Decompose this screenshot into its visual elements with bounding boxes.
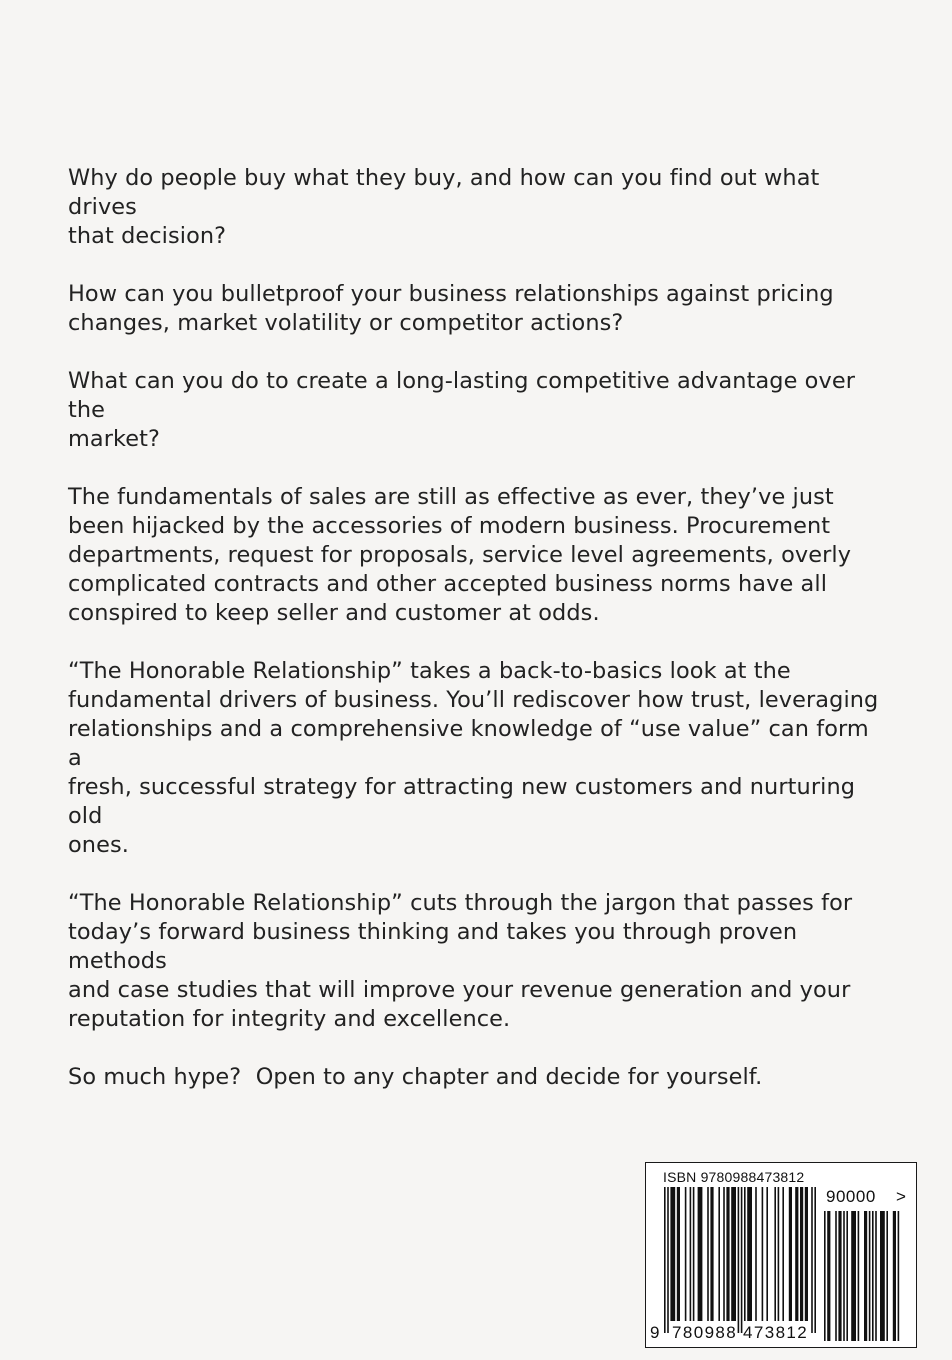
- barcode-guard-bar: [811, 1187, 813, 1333]
- barcode-bar: [723, 1187, 725, 1321]
- barcode-bar: [710, 1187, 713, 1321]
- barcode-bar: [766, 1187, 768, 1321]
- blurb-paragraph-6: “The Honorable Relationship” cuts through the jargon that passes for today’s forward business thinking and takes you through proven methods and case studies that will improve your revenue generation and your reputation for integrity and excellence.: [68, 890, 853, 1032]
- addon-bar: [864, 1211, 867, 1341]
- addon-guard-bar: [824, 1211, 826, 1341]
- barcode-bar: [762, 1187, 764, 1321]
- barcode-bar: [707, 1187, 709, 1321]
- price-code: 90000: [826, 1187, 876, 1206]
- barcode-bar: [795, 1187, 798, 1321]
- barcode-bar: [685, 1187, 687, 1321]
- barcode-bar: [805, 1187, 808, 1321]
- barcode-bar: [747, 1187, 752, 1321]
- barcode-guard-bar: [664, 1187, 666, 1333]
- barcode-bar: [755, 1187, 757, 1321]
- barcode-guard-bar: [814, 1187, 816, 1333]
- barcode-bar: [778, 1187, 780, 1321]
- addon-bar: [851, 1211, 856, 1341]
- barcode-bar: [774, 1187, 776, 1321]
- addon-bar: [893, 1211, 896, 1341]
- blurb-paragraph-3: What can you do to create a long-lasting competitive advantage over the market?: [68, 368, 856, 452]
- blurb-paragraph-1: Why do people buy what they buy, and how can you find out what drives that decision?: [68, 165, 820, 249]
- addon-bar: [875, 1211, 877, 1341]
- barcode-digit-lead: 9: [650, 1323, 660, 1342]
- barcode-digit-group-left: 780988: [672, 1323, 738, 1342]
- blurb-paragraph-4: The fundamentals of sales are still as effective as ever, they’ve just been hijacked by the accessories of modern business. Procurement departments, request for proposals, service level agreements, overly complicated contracts and other accepted business norms have all conspired to keep seller and customer at odds.: [68, 484, 852, 626]
- barcode-bar: [677, 1187, 680, 1321]
- barcode-bar: [800, 1187, 803, 1321]
- barcode-bar: [782, 1187, 784, 1321]
- barcode-guard-bar: [667, 1187, 669, 1333]
- addon-bar: [898, 1211, 900, 1341]
- barcode-bar: [731, 1187, 736, 1321]
- blurb-paragraph-5: “The Honorable Relationship” takes a back-to-basics look at the fundamental drivers of business. You’ll rediscover how trust, leveraging relationships and a comprehensive knowledge of “use value” can form a fresh, successful strategy for attracting new customers and nurturing old ones.: [68, 658, 879, 858]
- barcode-bar: [690, 1187, 692, 1321]
- barcode-guard-bar: [738, 1187, 740, 1333]
- blurb-paragraph-2: How can you bulletproof your business relationships against pricing changes, market volatility or competitor actions?: [68, 281, 834, 336]
- barcode-bar: [726, 1187, 729, 1321]
- addon-separator-bar: [886, 1211, 888, 1341]
- addon-guard-bar: [827, 1211, 830, 1341]
- barcode-bar: [698, 1187, 703, 1321]
- addon-bar: [838, 1211, 841, 1341]
- addon-bar: [880, 1211, 885, 1341]
- price-arrow: >: [896, 1187, 906, 1206]
- addon-bar: [869, 1211, 871, 1341]
- addon-separator-bar: [872, 1211, 874, 1341]
- addon-separator-bar: [858, 1211, 860, 1341]
- barcode-bar: [744, 1187, 746, 1321]
- barcode-bar: [670, 1187, 675, 1321]
- addon-bar: [846, 1211, 848, 1341]
- barcode-bar: [693, 1187, 695, 1321]
- addon-bar: [835, 1211, 837, 1341]
- barcode-digit-group-right: 473812: [743, 1323, 809, 1342]
- barcode-guard-bar: [741, 1187, 743, 1333]
- blurb-paragraph-7: So much hype? Open to any chapter and decide for yourself.: [68, 1064, 763, 1090]
- barcode-bar: [718, 1187, 720, 1321]
- isbn-label: ISBN 9780988473812: [663, 1169, 805, 1185]
- addon-separator-bar: [843, 1211, 845, 1341]
- isbn-barcode: [645, 1162, 917, 1348]
- barcode-bar: [789, 1187, 792, 1321]
- blurb-text: [68, 164, 888, 1121]
